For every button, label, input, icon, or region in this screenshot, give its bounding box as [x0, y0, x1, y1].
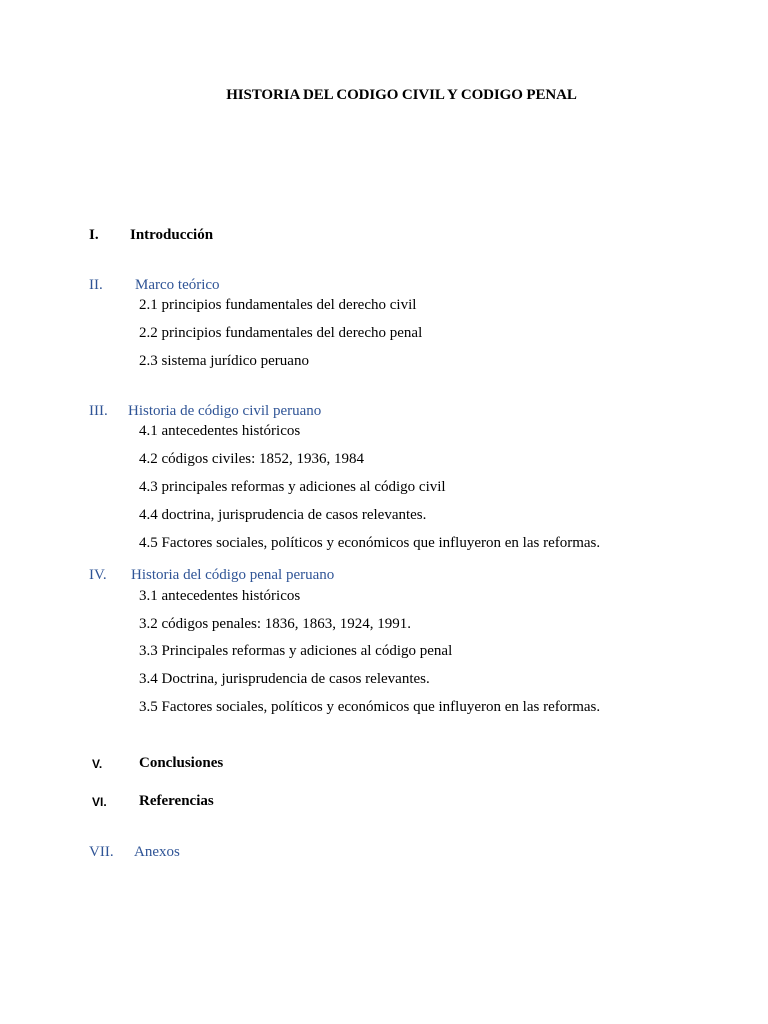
list-item: 2.3 sistema jurídico peruano: [139, 353, 309, 369]
list-item: 4.2 códigos civiles: 1852, 1936, 1984: [139, 451, 364, 467]
list-item: 4.4 doctrina, jurisprudencia de casos relevantes.: [139, 507, 427, 523]
section-numeral: VII.: [89, 844, 114, 860]
section-heading: Conclusiones: [139, 755, 224, 771]
section-numeral: I.: [89, 227, 99, 243]
section-heading: Introducción: [130, 227, 214, 243]
list-item: 2.1 principios fundamentales del derecho civil: [139, 297, 417, 313]
section-numeral: III.: [89, 403, 108, 419]
section-heading: Referencias: [139, 793, 214, 809]
section-numeral: V.: [92, 757, 103, 771]
list-item: 4.3 principales reformas y adiciones al código civil: [139, 479, 446, 495]
section-numeral: IV.: [89, 567, 107, 583]
section-numeral: II.: [89, 277, 103, 293]
list-item: 4.1 antecedentes históricos: [139, 423, 301, 439]
list-item: 3.5 Factores sociales, políticos y económicos que influyeron en las reformas.: [139, 699, 601, 715]
list-item: 3.3 Principales reformas y adiciones al código penal: [139, 643, 453, 659]
section-numeral: VI.: [92, 795, 107, 809]
list-item: 4.5 Factores sociales, políticos y económicos que influyeron en las reformas.: [139, 535, 601, 551]
section-heading: Marco teórico: [135, 277, 220, 293]
list-item: 3.1 antecedentes históricos: [139, 588, 301, 604]
section-heading: Historia de código civil peruano: [128, 403, 322, 419]
section-heading: Anexos: [134, 844, 180, 860]
list-item: 3.2 códigos penales: 1836, 1863, 1924, 1991.: [139, 616, 412, 632]
list-item: 2.2 principios fundamentales del derecho penal: [139, 325, 423, 341]
section-heading: Historia del código penal peruano: [131, 567, 335, 583]
document-title: HISTORIA DEL CODIGO CIVIL Y CODIGO PENAL: [226, 87, 577, 103]
list-item: 3.4 Doctrina, jurisprudencia de casos relevantes.: [139, 671, 430, 687]
